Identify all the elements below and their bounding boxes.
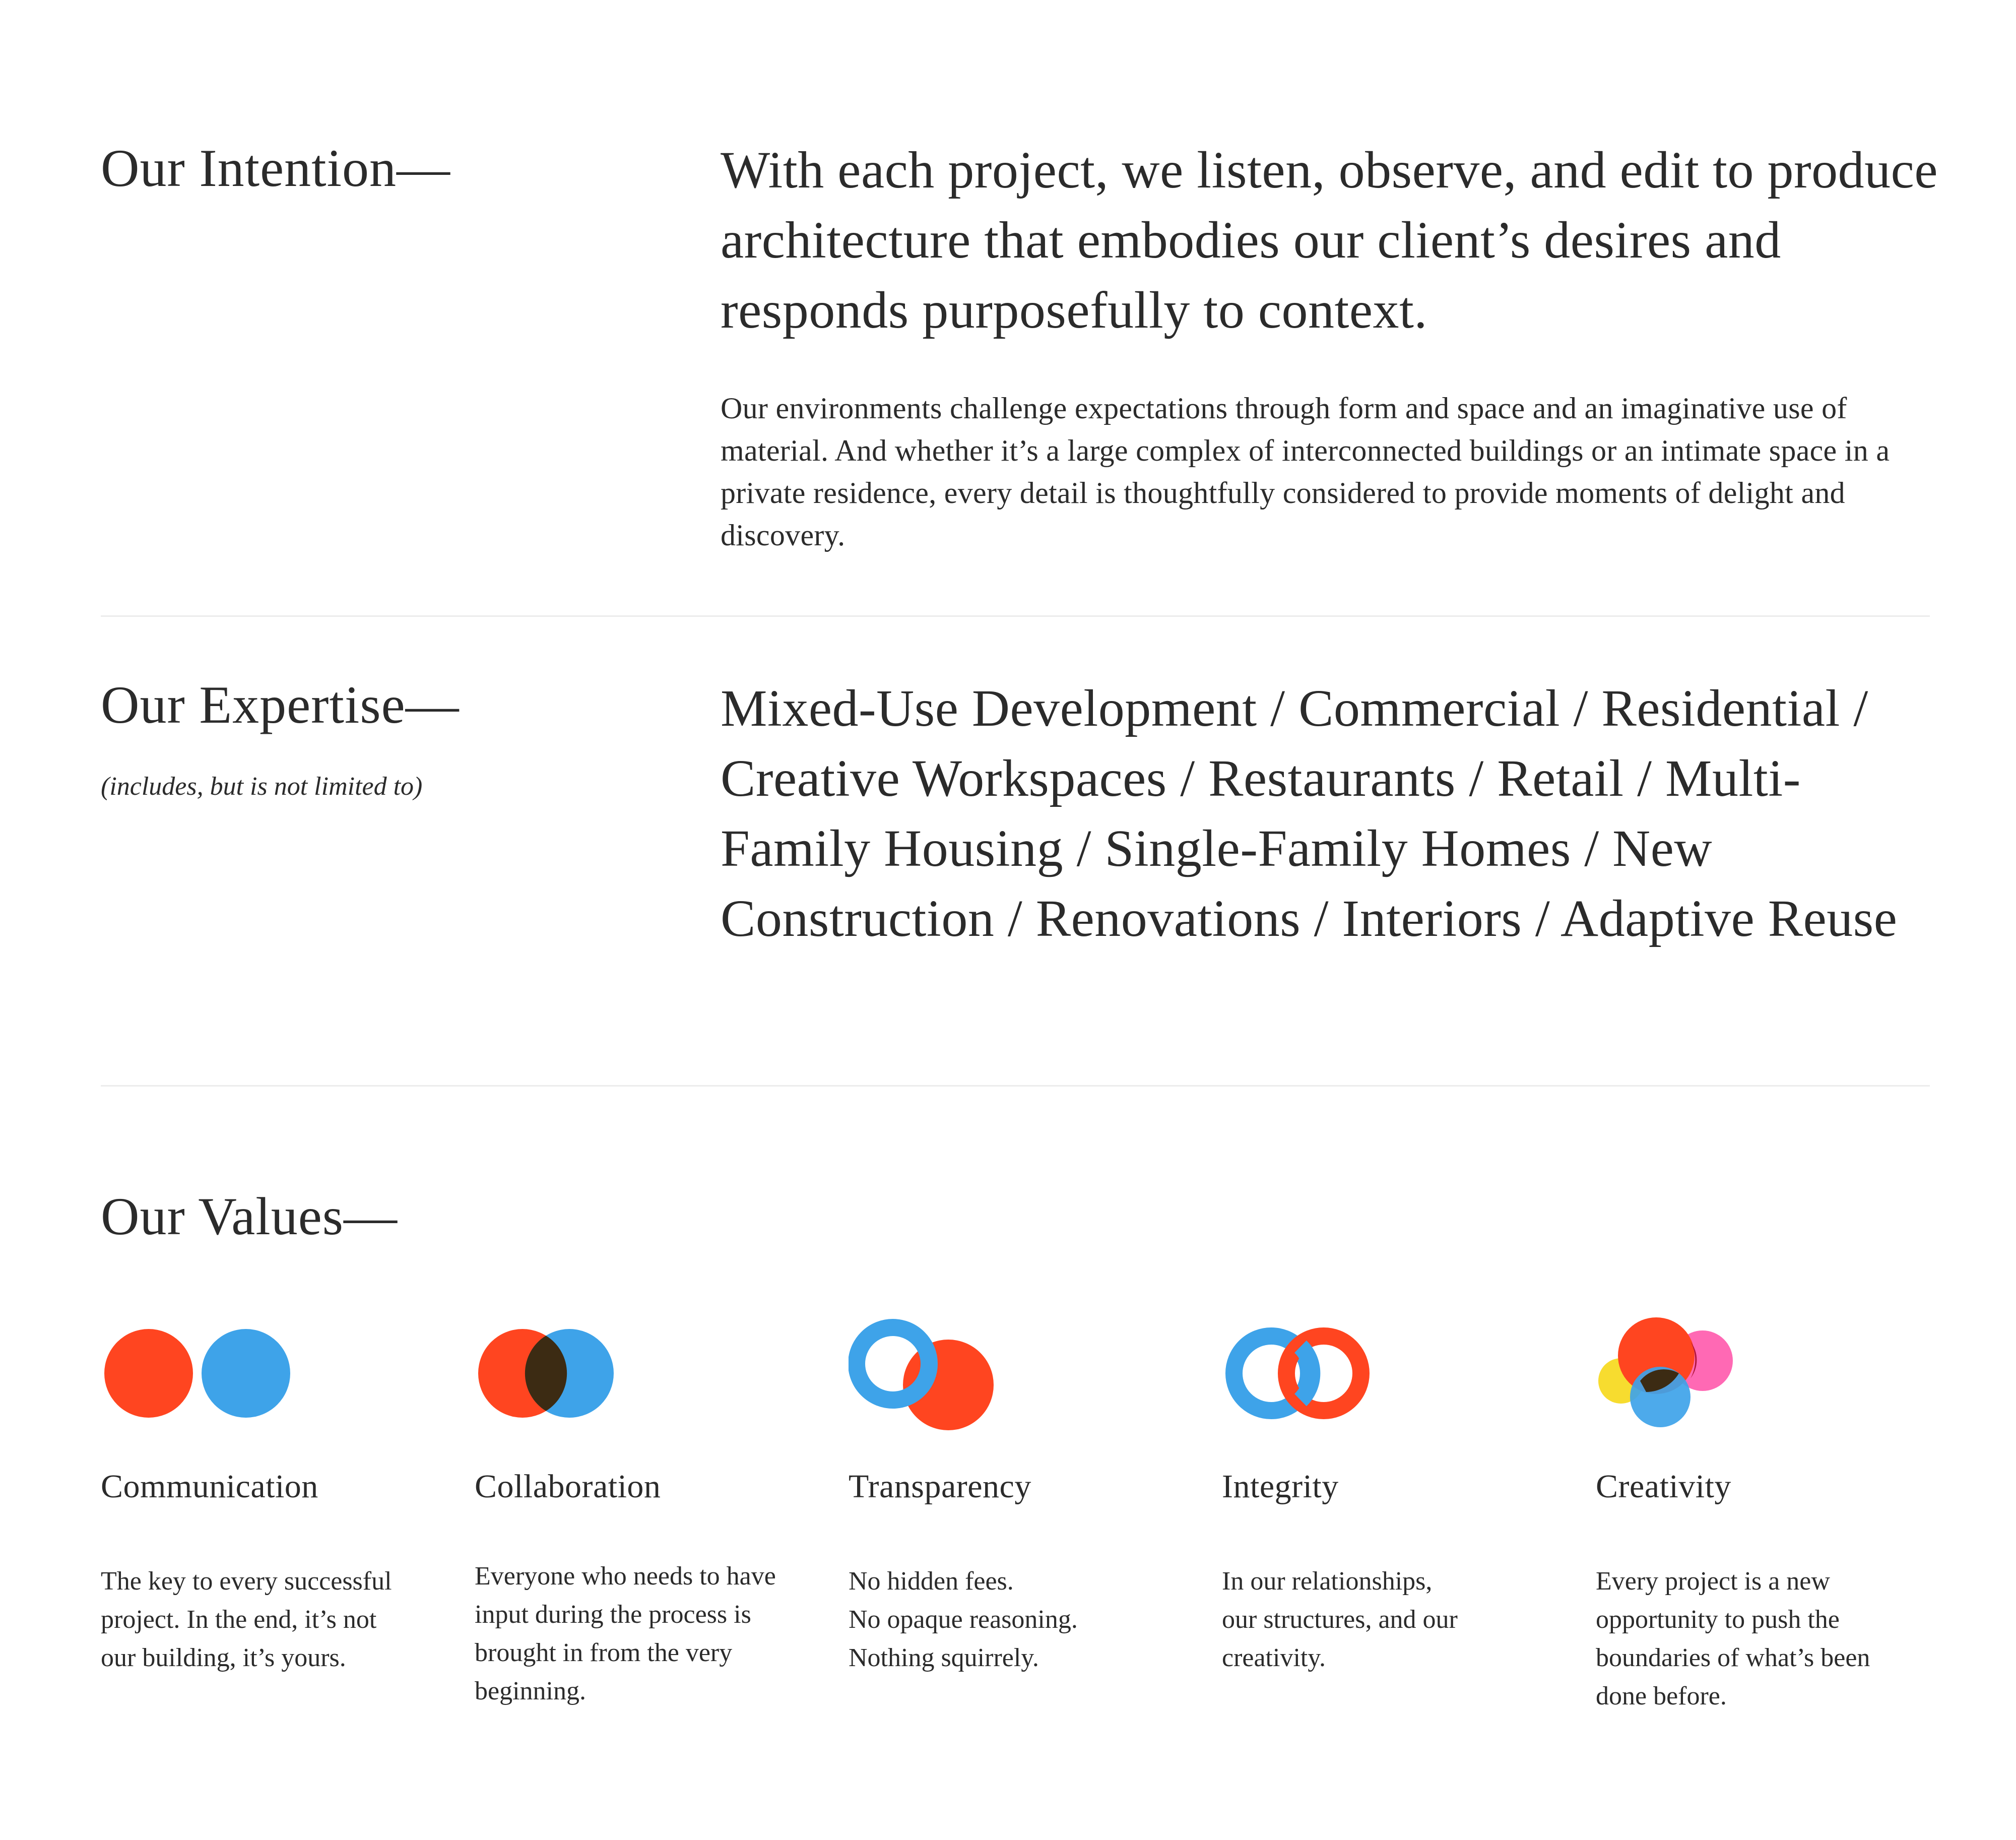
- four-circle-cluster-icon: [1596, 1310, 1848, 1451]
- value-name: Integrity: [1222, 1468, 1339, 1505]
- expertise-list: Mixed-Use Development / Commercial / Residential / Creative Workspaces / Restaurants / Retail / Multi-Family Housing / Single-Family Homes / New Construction / Renovations / Interiors / Adaptive Reuse: [721, 679, 1898, 947]
- two-separate-circles-icon: [101, 1310, 353, 1451]
- value-item-transparency: [849, 1310, 1191, 1764]
- value-description-line: Everyone who needs to have: [475, 1562, 776, 1591]
- value-description-line: No opaque reasoning.: [849, 1605, 1078, 1634]
- value-description-line: creativity.: [1222, 1643, 1326, 1672]
- value-description-line: brought in from the very: [475, 1638, 733, 1667]
- expertise-title: Our Expertise—: [101, 675, 460, 734]
- value-description-line: input during the process is: [475, 1600, 751, 1629]
- value-description-line: Nothing squirrely.: [849, 1643, 1039, 1672]
- value-description-line: Every project is a new: [1596, 1567, 1830, 1596]
- value-name: Collaboration: [475, 1468, 661, 1505]
- value-item-integrity: [1222, 1310, 1565, 1764]
- value-description-line: The key to every successful: [101, 1567, 392, 1596]
- intention-body: Our environments challenge expectations through form and space and an imaginative use of material. And whether it’s a large complex of interconnected buildings or an intimate space in a private residence, every detail is thoughtfully considered to provide moments of delight and discovery.: [721, 392, 1890, 552]
- value-description-line: our structures, and our: [1222, 1605, 1458, 1634]
- values-title: Our Values—: [101, 1187, 398, 1246]
- value-description-line: project. In the end, it’s not: [101, 1605, 377, 1634]
- value-name: Creativity: [1596, 1468, 1731, 1505]
- value-description: [475, 1557, 822, 1710]
- value-description-line: opportunity to push the: [1596, 1605, 1840, 1634]
- overlapping-circles-icon: [475, 1310, 727, 1451]
- value-name: Transparency: [849, 1468, 1031, 1505]
- value-name: Communication: [101, 1468, 318, 1505]
- value-description-line: In our relationships,: [1222, 1567, 1433, 1596]
- intention-title: Our Intention—: [101, 139, 451, 198]
- value-description-line: done before.: [1596, 1682, 1727, 1710]
- section-divider: [101, 615, 1930, 617]
- ring-and-circle-icon: [849, 1310, 1100, 1451]
- value-description-line: No hidden fees.: [849, 1567, 1014, 1596]
- value-description-line: our building, it’s yours.: [101, 1643, 346, 1672]
- value-description: [101, 1562, 448, 1677]
- interlocking-rings-icon: [1222, 1310, 1474, 1451]
- value-item-communication: [101, 1310, 443, 1764]
- value-description-line: boundaries of what’s been: [1596, 1643, 1870, 1672]
- value-item-collaboration: [475, 1310, 817, 1764]
- section-divider: [101, 1085, 1930, 1087]
- expertise-note: (includes, but is not limited to): [101, 772, 423, 801]
- value-item-creativity: [1596, 1310, 1938, 1764]
- value-description: [1222, 1562, 1570, 1677]
- value-description: [1596, 1562, 1943, 1716]
- value-description: [849, 1562, 1196, 1677]
- value-description-line: beginning.: [475, 1677, 586, 1705]
- intention-lead: With each project, we listen, observe, and edit to produce architecture that embodies our client’s desires and responds purposefully to context.: [721, 141, 1938, 339]
